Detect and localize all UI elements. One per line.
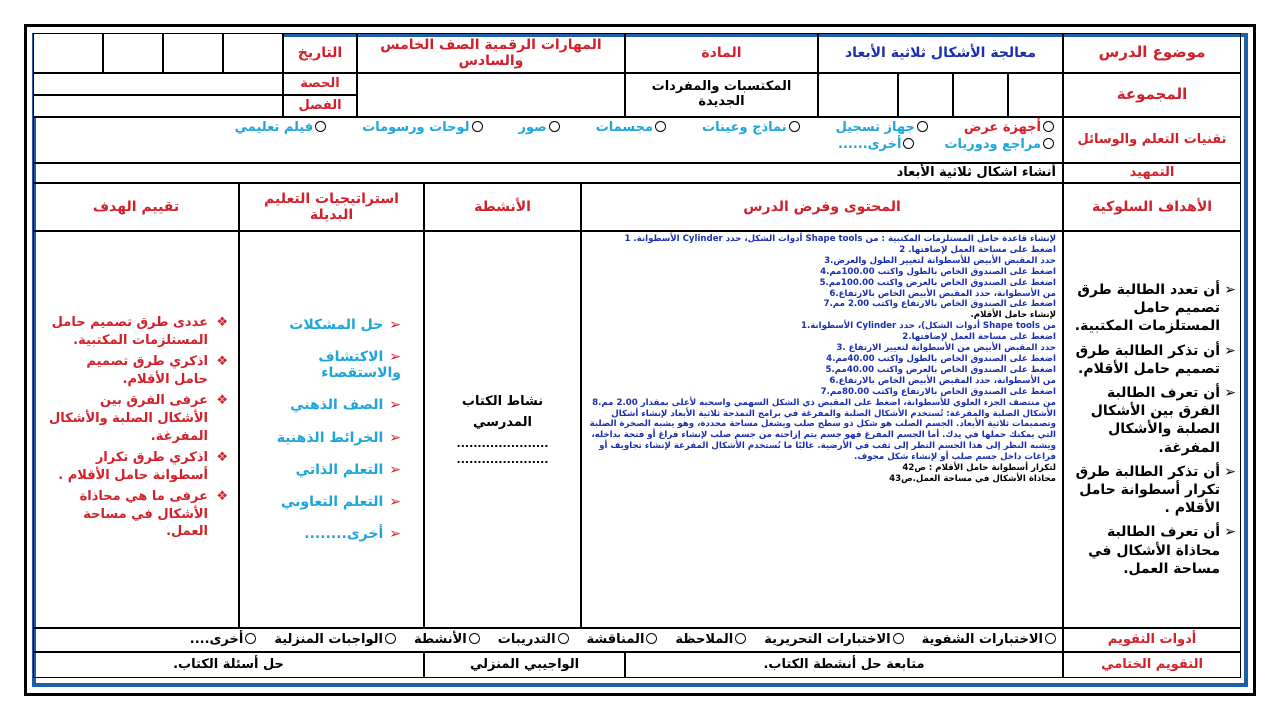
goal-item: ➢ أن تذكر الطالبة طرق تكرار أسطوانة حامل الأقلام .: [1075, 463, 1236, 517]
content-line: لإنشاء حامل الأقلام.: [970, 310, 1056, 321]
subject-value: المهارات الرقمية الصف الخامس والسادس: [357, 33, 625, 73]
topic-value: معالجة الأشكال ثلاثية الأبعاد: [818, 33, 1063, 73]
radio-icon: [469, 633, 480, 644]
diamond-bullet-icon: ❖: [216, 315, 228, 331]
radio-icon: [903, 138, 914, 149]
diamond-bullet-icon: ❖: [216, 489, 228, 505]
evaluation-header: تقييم الهدف: [33, 183, 239, 231]
goals-list: [1064, 275, 1240, 584]
final-label: التقويم الختامي: [1063, 652, 1241, 678]
subject-label: المادة: [625, 33, 818, 73]
group-cell-4[interactable]: [818, 73, 898, 117]
content-line: من منتصف الجزء العلوي للأسطوانة، اضغط على المقبض ذي الشكل السهمي واسحبه لأعلى بمقدار 2.00 مم.8: [592, 397, 1056, 408]
strategy-item: ➢الصف الذهني: [290, 397, 401, 414]
evaluation-list: [34, 314, 238, 545]
content-line: اضغط على الصندوق الخاص بالعرض واكتب 40.00مم.5: [825, 364, 1056, 375]
tool-option-oral[interactable]: الاختبارات الشفوية: [922, 633, 1056, 648]
date-cell-3[interactable]: [103, 33, 163, 73]
strategy-item: ➢أخرى........: [304, 525, 401, 542]
vocab-value-cell[interactable]: [357, 73, 625, 117]
goal-item: ➢ أن تعرف الطالبة محاذاة الأشكال في مساحة العمل.: [1088, 524, 1236, 577]
content-line: اضغط على مساحة العمل لإضافتها.2: [902, 332, 1056, 343]
arrow-bullet-icon: ➢: [1224, 524, 1236, 541]
arrow-bullet-icon: ➢: [1224, 282, 1236, 299]
period-value-cell[interactable]: [33, 73, 283, 95]
tool-option-activities[interactable]: الأنشطة: [414, 633, 480, 648]
content-paragraph: الأشكال الصلبة والمفرغة: تُستخدم الأشكال الصلبة والمفرغة في برامج النمذجة ثلاثية الأبعاد لإنشاء أشكال وتصميمات ثلاثية الأبعاد. الجسم الصلب هو شكل ذو سطح صلب ويشغل مساحة محددة، وهو يشبه الصخرة الصلبة التي يمكنك حملها في يدك. أما الجسم المفرغ فهو جسم يتم إزاحته من جسم صلب لإنشاء فراغ أو فتحة بداخله، ويشبه النظر إلى هذا الجسم النظر إلى ثقب في الأرضية. غالبًا ما نُستخدم الأشكال المفرغة لإنشاء تجاويف أو فراغات داخل جسم صلب أو لإنشاء شكل مجوف.: [589, 408, 1056, 463]
content-line: حدد المقبض الأبيض للأسطوانة لتغيير الطول والعرض.3: [824, 255, 1056, 266]
tool-option-exercises[interactable]: التدريبات: [498, 633, 569, 648]
class-label: الفصل: [283, 95, 357, 117]
tool-option-observation[interactable]: الملاحظة: [675, 633, 746, 648]
tools-label: أدوات التقويم: [1063, 628, 1241, 652]
content-line: اضغط على مساحة العمل لإضافتها. 2: [899, 244, 1056, 255]
tech-option-other[interactable]: أخرى......: [838, 138, 914, 153]
content-line: اضغط على الصندوق الخاص بالارتفاع واكتب 2.00 مم.7: [823, 299, 1056, 310]
goal-item: ➢ أن تعرف الطالبة الفرق بين الأشكال الصلبة والأشكال المفرغة.: [1090, 385, 1236, 456]
arrow-bullet-icon: ➢: [389, 493, 401, 510]
radio-icon: [245, 633, 256, 644]
group-cell-1[interactable]: [1008, 73, 1063, 117]
arrow-bullet-icon: ➢: [389, 349, 401, 366]
arrow-bullet-icon: ➢: [1224, 342, 1236, 359]
arrow-bullet-icon: ➢: [389, 397, 401, 414]
content-line: اضغط على الصندوق الخاص بالارتفاع واكتب 80.00مم.7: [820, 386, 1056, 397]
class-value-cell[interactable]: [33, 95, 283, 117]
goals-cell: [1063, 231, 1241, 628]
tool-option-discussion[interactable]: المناقشة: [587, 633, 658, 648]
strategy-item: ➢التعلم الذاتي: [295, 461, 401, 478]
arrow-bullet-icon: ➢: [389, 461, 401, 478]
evaluation-item: ❖ اذكري طرق تصميم حامل الأقلام.: [86, 354, 228, 387]
activities-title: نشاط الكتاب المدرسي: [461, 394, 544, 430]
strategy-item: ➢الاكتشاف والاستقصاء: [318, 349, 401, 382]
content-line: من الأسطوانة، حدد المقبض الأبيض الخاص بالارتفاع.6: [829, 375, 1056, 386]
goal-item: ➢ أن تذكر الطالبة طرق تصميم حامل الأقلام.: [1075, 342, 1236, 377]
radio-icon: [735, 633, 746, 644]
diamond-bullet-icon: ❖: [216, 393, 228, 409]
intro-label: التمهيد: [1063, 163, 1241, 183]
content-header: المحتوى وفرض الدرس: [581, 183, 1063, 231]
strategy-item: ➢التعلم التعاوني: [280, 493, 401, 510]
homework-value: حل أسئلة الكتاب.: [33, 652, 424, 678]
radio-icon: [646, 633, 657, 644]
tool-option-written[interactable]: الاختبارات التحريرية: [764, 633, 903, 648]
content-line: اضغط على الصندوق الخاص بالطول واكتب 40.00مم.4: [826, 353, 1056, 364]
radio-icon: [893, 633, 904, 644]
goal-item: ➢ أن تعدد الطالبة طرق تصميم حامل المستلزمات المكتبية.: [1074, 282, 1236, 335]
evaluation-item: ❖ عرفى ما هي محاذاة الأشكال في مساحة العمل.: [79, 489, 228, 540]
diamond-bullet-icon: ❖: [216, 354, 228, 370]
radio-icon: [315, 121, 326, 132]
radio-icon: [558, 633, 569, 644]
strategy-item: ➢الخرائط الذهنية: [276, 429, 401, 446]
arrow-bullet-icon: ➢: [389, 429, 401, 446]
content-line: اضغط على الصندوق الخاص بالعرض واكتب 100.00مم.5: [819, 277, 1056, 288]
strategies-list: [240, 301, 423, 558]
arrow-bullet-icon: ➢: [1224, 463, 1236, 480]
activities-cell: [424, 231, 581, 628]
activities-dots: ......................: [456, 436, 549, 450]
tech-option-boards[interactable]: لوحات ورسومات: [362, 121, 482, 136]
group-cell-3[interactable]: [898, 73, 953, 117]
topic-label: موضوع الدرس: [1063, 33, 1241, 73]
tech-label: تقنيات التعلم والوسائل: [1063, 117, 1241, 163]
tech-option-solids[interactable]: مجسمات: [596, 121, 666, 136]
date-cell-2[interactable]: [163, 33, 223, 73]
radio-icon: [917, 121, 928, 132]
tool-option-homework[interactable]: الواجبات المنزلية: [274, 633, 396, 648]
radio-icon: [1043, 121, 1054, 132]
diamond-bullet-icon: ❖: [216, 450, 228, 466]
evaluation-item: ❖ عددى طرق تصميم حامل المستلزمات المكتبية.: [51, 315, 228, 348]
content-line: من الأسطوانة، حدد المقبض الأبيض الخاص بالارتفاع.6: [829, 288, 1056, 299]
radio-icon: [655, 121, 666, 132]
content-line: محاذاة الأشكال في مساحة العمل.ص43: [889, 473, 1056, 484]
evaluation-cell: [33, 231, 239, 628]
tech-option-references[interactable]: مراجع ودوريات: [944, 138, 1054, 153]
group-label: المجموعة: [1063, 73, 1241, 117]
date-cell-4[interactable]: [33, 33, 103, 73]
tech-option-recorder[interactable]: جهاز تسجيل: [836, 121, 928, 136]
goals-header: الأهداف السلوكية: [1063, 183, 1241, 231]
homework-label: الواجيبي المنزلي: [424, 652, 625, 678]
content-line: من Shape tools أدوات الشكل)، حدد Cylinder الأسطوانة.1: [800, 321, 1056, 332]
tools-options: [33, 628, 1063, 652]
radio-icon: [472, 121, 483, 132]
radio-icon: [549, 121, 560, 132]
intro-value: أنشاء اشكال ثلاثية الأبعاد: [33, 163, 1063, 183]
period-label: الحصة: [283, 73, 357, 95]
evaluation-item: ❖ اذكري طرق تكرار أسطوانة حامل الأقلام .: [58, 450, 228, 483]
content-line: لتكرار أسطوانة حامل الأقلام : ص42: [902, 463, 1056, 474]
tech-option-images[interactable]: صور: [519, 121, 560, 136]
vocab-label: المكتسبات والمفردات الجديدة: [625, 73, 818, 117]
evaluation-item: ❖ عرفى الفرق بين الأشكال الصلبة والأشكال المفرغة.: [48, 393, 228, 444]
content-line: اضغط على الصندوق الخاص بالطول واكتب 100.00مم.4: [820, 266, 1056, 277]
tech-option-models[interactable]: نماذج وعينات: [702, 121, 800, 136]
content-line: حدد المقبض الأبيض من الأسطوانة لتغيير الارتفاع .3: [836, 343, 1056, 354]
content-line: لإنشاء قاعدة حامل المستلزمات المكتبية : من Shape tools أدوات الشكل، حدد Cylinder الأسطوانة. 1: [624, 234, 1056, 244]
date-cell-1[interactable]: [223, 33, 283, 73]
radio-icon: [1045, 633, 1056, 644]
tech-option-projector[interactable]: أجهزة عرض: [964, 121, 1054, 136]
radio-icon: [1043, 138, 1054, 149]
tech-options: [33, 117, 1063, 163]
lesson-plan-table: [33, 33, 1241, 678]
strategies-cell: [239, 231, 424, 628]
tech-option-film[interactable]: فيلم تعليمي: [235, 121, 327, 136]
tool-option-other[interactable]: أخرى....: [190, 633, 257, 648]
group-cell-2[interactable]: [953, 73, 1008, 117]
arrow-bullet-icon: ➢: [1224, 385, 1236, 402]
strategies-header: استراتيجيات التعليم البديلة: [239, 183, 424, 231]
arrow-bullet-icon: ➢: [389, 525, 401, 542]
radio-icon: [789, 121, 800, 132]
date-label: التاريخ: [283, 33, 357, 73]
strategy-item: ➢حل المشكلات: [289, 317, 401, 334]
radio-icon: [385, 633, 396, 644]
activities-dots: ......................: [456, 453, 549, 467]
content-cell: [581, 231, 1063, 628]
content-text: [582, 232, 1062, 627]
activities-header: الأنشطة: [424, 183, 581, 231]
final-followup: متابعة حل أنشطة الكتاب.: [625, 652, 1063, 678]
page-frame: [24, 24, 1256, 696]
arrow-bullet-icon: ➢: [389, 317, 401, 334]
